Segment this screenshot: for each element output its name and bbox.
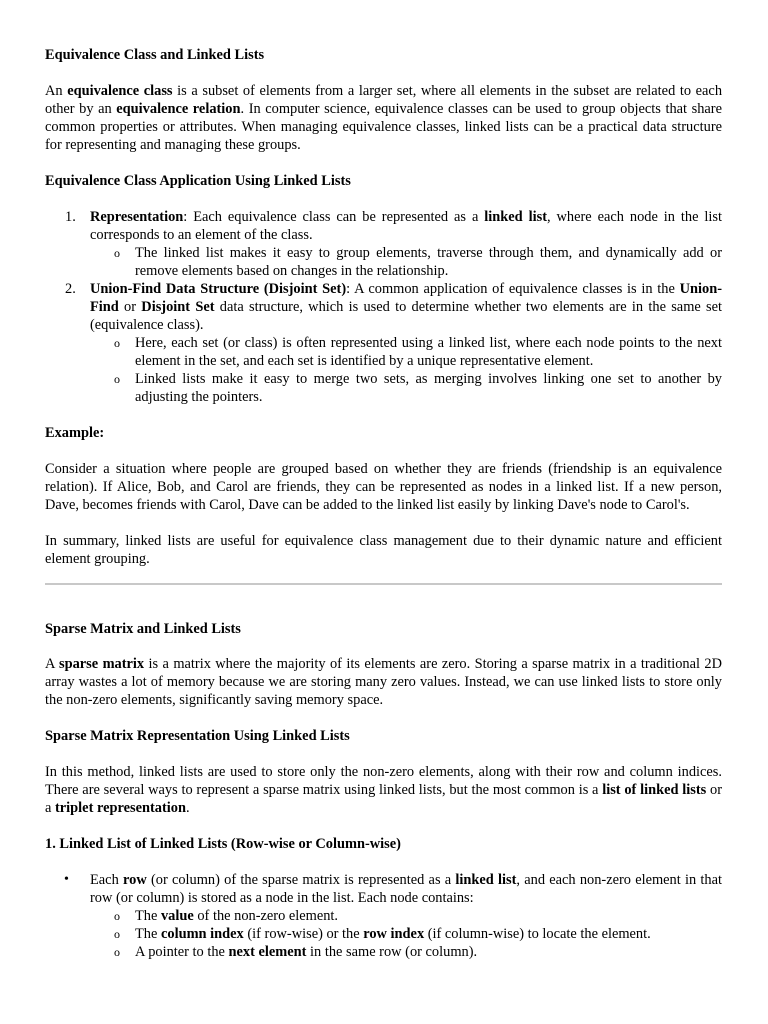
sparse-method-paragraph: In this method, linked lists are used to store only the non-zero elements, along with their row and column indices. There are several ways to represent a sparse matrix using linked lists, but the most common is a list of linked lists or a triplet representation.: [45, 764, 722, 816]
subheading-linked-list-of-linked-lists: 1. Linked List of Linked Lists (Row-wise or Column-wise): [45, 836, 401, 852]
section-heading-sparse-matrix: Sparse Matrix and Linked Lists: [45, 621, 241, 637]
equivalence-application-list: [45, 208, 722, 406]
sub-bullet-icon: o: [114, 945, 120, 959]
union-find-sublist: [90, 334, 722, 406]
subheading-equivalence-application: Equivalence Class Application Using Linked Lists: [45, 173, 351, 189]
list-item-row-representation: • Each row (or column) of the sparse matrix is represented as a linked list, and each non-zero element in that row (or column) is stored as a node in the list. Each node contains: o The value of the non-zero element. o The column index (if row-wise) or the row index (if column-wise) to locate the element. o A pointer to the next element in the same row (or column).: [64, 872, 722, 960]
representation-sublist: [90, 244, 722, 280]
document-content: [45, 46, 722, 961]
sub-list-item: o A pointer to the next element in the same row (or column).: [114, 944, 478, 960]
list-item-representation: 1. Representation: Each equivalence class can be represented as a linked list, where each node in the list corresponds to an element of the class. o The linked list makes it easy to group elements, traverse through them, and dynamically add or remove elements based on changes in the relationship.: [65, 209, 722, 279]
equivalence-intro-paragraph: An equivalence class is a subset of elements from a larger set, where all elements in the subset are related to each other by an equivalence relation. In computer science, equivalence classes can be used to group objects that share common properties or attributes. When managing equivalence classes, linked lists can be a practical data structure for representing and managing these groups.: [45, 83, 723, 153]
list-item-union-find: 2. Union-Find Data Structure (Disjoint Set): A common application of equivalence classes is in the Union-Find or Disjoint Set data structure, which is used to determine whether two elements are in the same set (equivalence class). o Here, each set (or class) is often represented using a linked list, where each node points to the next element in the set, and each set is identified by a unique representative element. o Linked lists make it easy to merge two sets, as merging involves linking one set to another by adjusting the pointers.: [65, 281, 723, 405]
example-heading: Example:: [45, 425, 105, 441]
sub-list-item: o The value of the non-zero element.: [114, 908, 339, 924]
sparse-matrix-intro-paragraph: A sparse matrix is a matrix where the majority of its elements are zero. Storing a sparse matrix in a traditional 2D array wastes a lot of memory because we are storing many zero values. Instead, we can use linked lists to store only the non-zero elements, significantly saving memory space.: [45, 656, 722, 708]
sub-bullet-icon: o: [114, 909, 120, 923]
sub-bullet-icon: o: [114, 336, 120, 350]
section-heading-equivalence: Equivalence Class and Linked Lists: [45, 47, 265, 63]
node-contents-sublist: [90, 907, 722, 961]
row-list-bullets: [45, 871, 722, 961]
subheading-sparse-representation: Sparse Matrix Representation Using Linked Lists: [45, 728, 350, 744]
sub-list-item: o Linked lists make it easy to merge two sets, as merging involves linking one set to another by adjusting the pointers.: [114, 371, 722, 405]
summary-paragraph: In summary, linked lists are useful for equivalence class management due to their dynamic nature and efficient element grouping.: [45, 533, 722, 567]
sub-bullet-icon: o: [114, 372, 120, 386]
sub-list-item: o Here, each set (or class) is often represented using a linked list, where each node points to the next element in the set, and each set is identified by a unique representative element.: [114, 335, 722, 369]
bullet-dot-icon: •: [64, 872, 69, 887]
sub-list-item: o The linked list makes it easy to group elements, traverse through them, and dynamically add or remove elements based on changes in the relationship.: [114, 245, 722, 279]
sub-list-item: o The column index (if row-wise) or the row index (if column-wise) to locate the element.: [114, 926, 651, 942]
example-paragraph: Consider a situation where people are grouped based on whether they are friends (friendship is an equivalence relation). If Alice, Bob, and Carol are friends, they can be represented as nodes in a linked list. If a new person, Dave, becomes friends with Carol, Dave can be added to the linked list easily by linking Dave's node to Carol's.: [45, 461, 722, 513]
sub-bullet-icon: o: [114, 927, 120, 941]
sub-bullet-icon: o: [114, 246, 120, 260]
